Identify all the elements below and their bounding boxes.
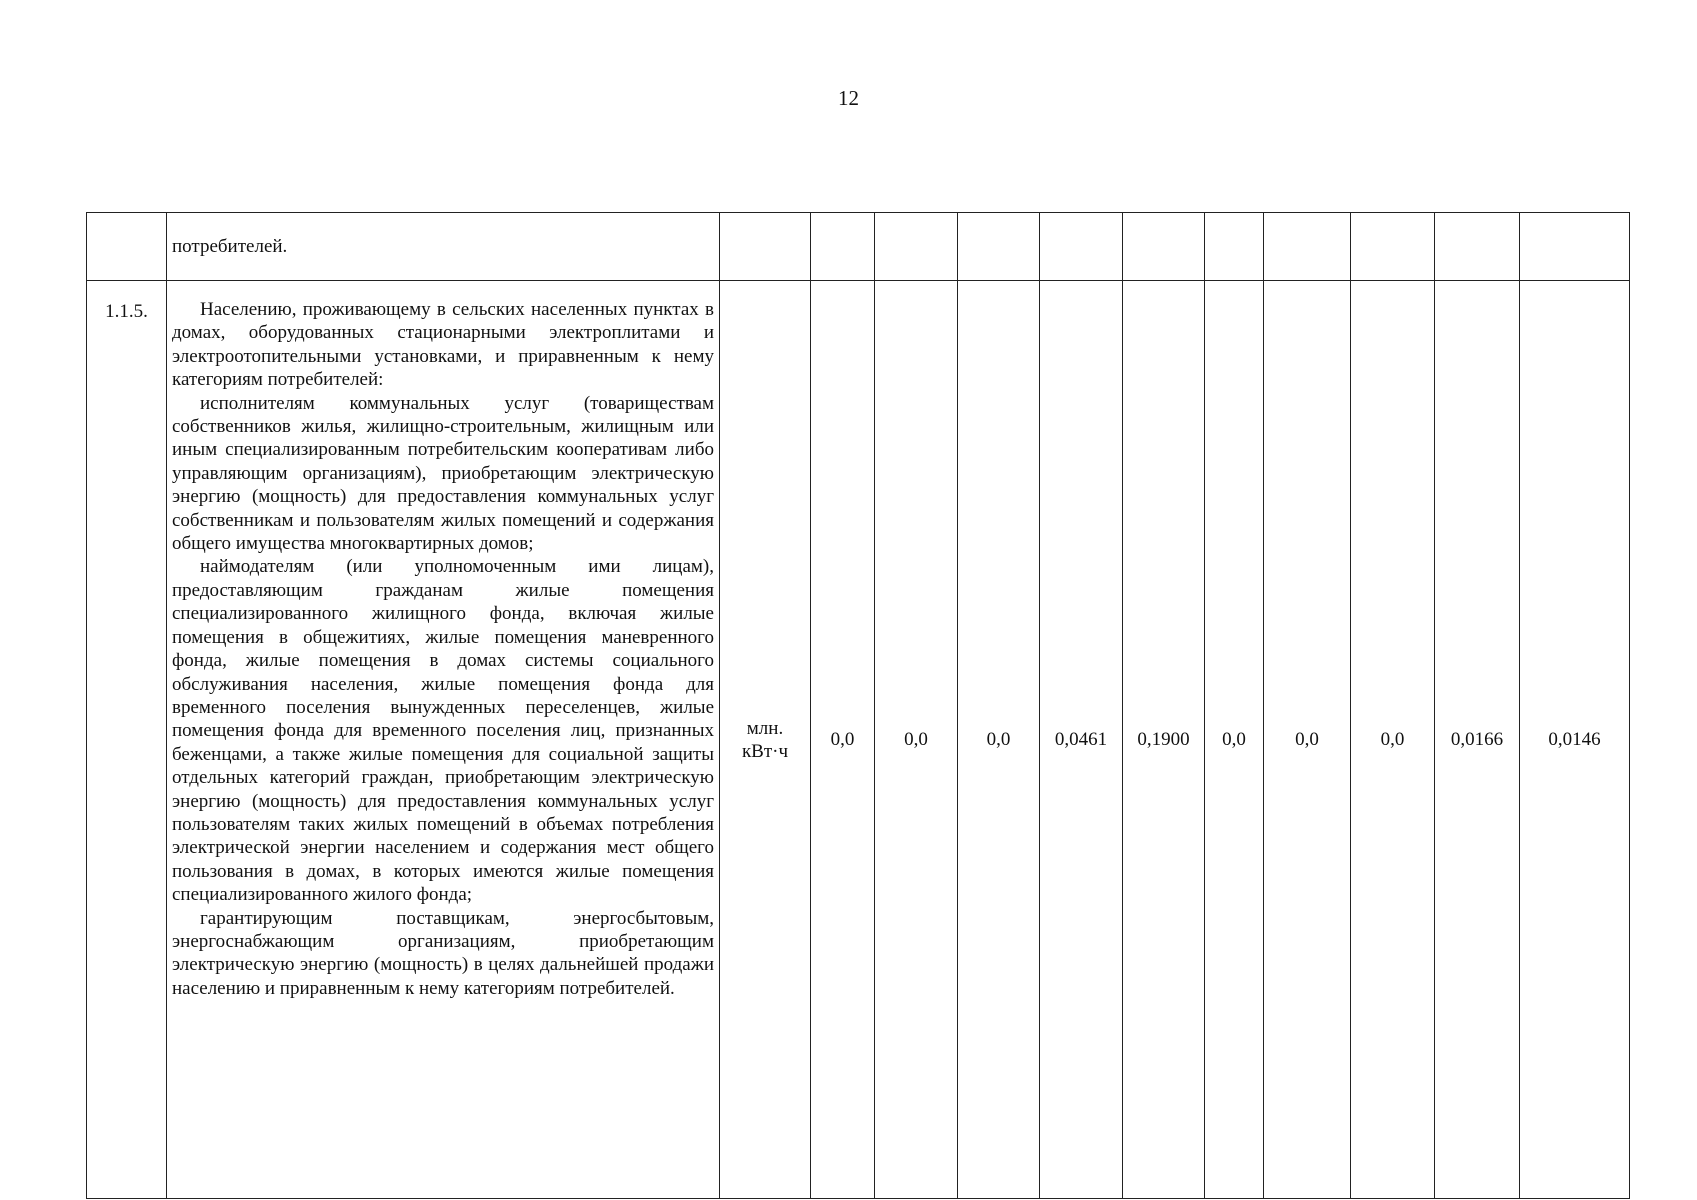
value-cell: 0,0	[811, 281, 875, 1199]
table-row-continuation	[87, 213, 1630, 281]
value-cell	[1520, 213, 1630, 281]
value-cell: 0,0461	[1040, 281, 1123, 1199]
value-cell	[1205, 213, 1264, 281]
value-cell: 0,1900	[1123, 281, 1205, 1199]
value-cell: 0,0	[875, 281, 958, 1199]
description-paragraph: исполнителям коммунальных услуг (товариществам собственников жилья, жилищно-строительным, жилищным или иным специализированным потребительским кооперативам либо управляющим организациям), приобретающим электрическую энергию (мощность) для предоставления коммунальных услуг собственникам и пользователям жилых помещений и содержания общего имущества многоквартирных домов;	[172, 392, 714, 555]
value-cell	[1040, 213, 1123, 281]
value-cell	[958, 213, 1040, 281]
value-cell: 0,0166	[1435, 281, 1520, 1199]
data-table	[86, 212, 1630, 1199]
value-cell	[1435, 213, 1520, 281]
unit-cell	[720, 281, 811, 1199]
description-cell	[167, 281, 720, 1199]
description-cell: потребителей.	[167, 213, 720, 281]
value-cell: 0,0	[1205, 281, 1264, 1199]
value-cell: 0,0	[1351, 281, 1435, 1199]
value-cell	[1351, 213, 1435, 281]
unit-cell	[720, 213, 811, 281]
unit-line: кВт·ч	[741, 740, 789, 762]
description-paragraph: наймодателям (или уполномоченным ими лицам), предоставляющим гражданам жилые помещения специализированного жилищного фонда, включая жилые помещения в общежитиях, жилые помещения маневренного фонда, жилые помещения в домах системы социального обслуживания населения, жилые помещения фонда для временного поселения вынужденных переселенцев, жилые помещения фонда для временного поселения лиц, признанных беженцами, а также жилые помещения для социальной защиты отдельных категорий граждан, приобретающим электрическую энергию (мощность) для предоставления коммунальных услуг пользователям таких жилых помещений в объемах потребления электрической энергии населением и содержания мест общего пользования в домах, в которых имеются жилые помещения специализированного жилого фонда;	[172, 556, 714, 906]
value-cell	[1123, 213, 1205, 281]
page-number: 12	[838, 86, 859, 110]
row-number-cell: 1.1.5.	[87, 281, 167, 1199]
value-cell: 0,0146	[1520, 281, 1630, 1199]
value-cell: 0,0	[1264, 281, 1351, 1199]
table-row-1-1-5	[87, 281, 1630, 1199]
value-cell	[1264, 213, 1351, 281]
value-cell	[811, 213, 875, 281]
value-cell	[875, 213, 958, 281]
row-number-cell	[87, 213, 167, 281]
description-paragraph: гарантирующим поставщикам, энергосбытовым, энергоснабжающим организациям, приобретающим электрическую энергию (мощность) в целях дальнейшей продажи населению и приравненным к нему категориям потребителей.	[172, 907, 714, 999]
unit-line: млн.	[746, 717, 784, 739]
value-cell: 0,0	[958, 281, 1040, 1199]
description-paragraph: Населению, проживающему в сельских населенных пунктах в домах, оборудованных стационарными электроплитами и электроотопительными установками, и приравненным к нему категориям потребителей:	[172, 299, 714, 391]
